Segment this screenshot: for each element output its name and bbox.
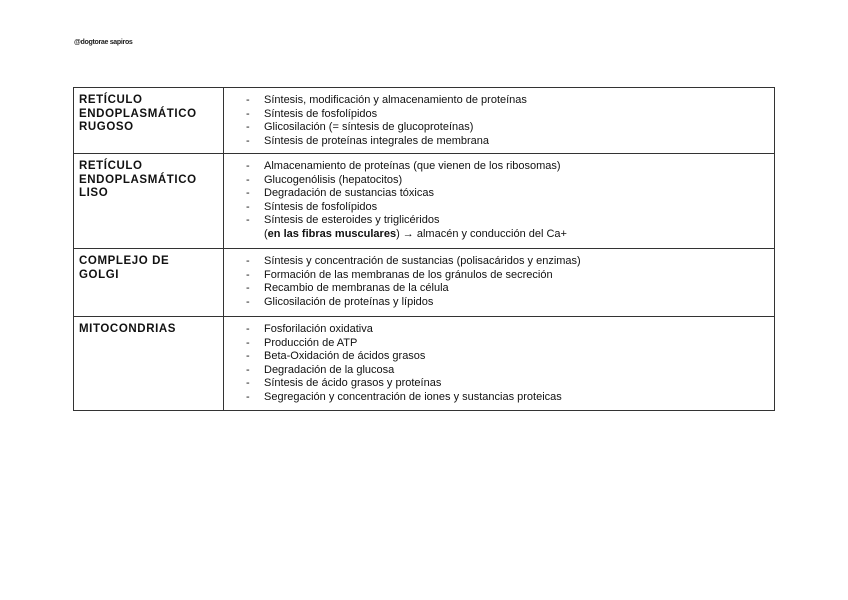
organelle-name	[74, 317, 224, 411]
list-item-text: Fosforilación oxidativa	[264, 323, 373, 335]
function-list	[224, 154, 775, 249]
list-item-text: Glicosilación de proteínas y lípidos	[264, 295, 434, 308]
list-item	[246, 201, 774, 215]
list-item	[246, 391, 774, 405]
organelle-name	[74, 249, 224, 317]
list-item-text: Degradación de la glucosa	[264, 363, 395, 376]
list-item	[246, 214, 774, 228]
list-item-continuation	[246, 228, 774, 242]
organelle-name-line: ENDOPLASMÁTICO	[79, 107, 197, 120]
organelle-name	[74, 154, 224, 249]
function-list	[224, 249, 775, 317]
organelle-name-line: COMPLEJO DE	[79, 255, 170, 267]
list-item	[246, 108, 774, 122]
list-item	[246, 121, 774, 135]
list-item-text: Producción de ATP	[264, 336, 358, 349]
dash-bullet: -	[246, 134, 250, 147]
dash-bullet: -	[246, 377, 250, 390]
list-item	[246, 296, 774, 310]
table-row	[74, 249, 775, 317]
list-item	[246, 282, 774, 296]
organelle-name-line: ENDOPLASMÁTICO	[79, 173, 197, 186]
list-item	[246, 350, 774, 364]
list-item-text: Síntesis de ácido grasos y proteínas	[264, 377, 442, 390]
dash-bullet: -	[246, 363, 250, 376]
table-row	[74, 154, 775, 249]
dash-bullet: -	[246, 295, 250, 308]
dash-bullet: -	[246, 200, 250, 213]
dash-bullet: -	[246, 323, 250, 335]
list-item	[246, 160, 774, 174]
list-item	[246, 364, 774, 378]
list-item	[246, 94, 774, 108]
list-item-text: Síntesis de proteínas integrales de membrana	[264, 134, 490, 147]
dash-bullet: -	[246, 173, 250, 186]
list-item-text: Síntesis, modificación y almacenamiento de proteínas	[264, 94, 527, 106]
table-row	[74, 317, 775, 411]
continuation-rest: ) → almacén y conducción del Ca+	[396, 227, 567, 240]
list-item-text: Recambio de membranas de la célula	[264, 282, 449, 295]
list-item-text: Segregación y concentración de iones y sustancias proteicas	[264, 390, 562, 403]
organelle-name-line: LISO	[79, 187, 109, 199]
list-item-text: Glucogenólisis (hepatocitos)	[264, 173, 403, 186]
organelle-name	[74, 88, 224, 154]
author-handle: @dogtorae sapiros	[74, 39, 133, 46]
list-item	[246, 377, 774, 391]
function-list	[224, 317, 775, 411]
function-list	[224, 88, 775, 154]
list-item	[246, 174, 774, 188]
dash-bullet: -	[246, 268, 250, 281]
continuation-bold: en las fibras musculares	[267, 227, 397, 240]
continuation-open: (	[264, 227, 268, 240]
list-item	[246, 135, 774, 149]
list-item	[246, 187, 774, 201]
list-item-text: Síntesis de esteroides y triglicéridos	[264, 214, 440, 227]
list-item-text: Síntesis y concentración de sustancias (polisacáridos y enzimas)	[264, 255, 581, 267]
list-item	[246, 323, 774, 337]
list-item	[246, 269, 774, 283]
organelle-name-line: RETÍCULO	[79, 160, 143, 172]
dash-bullet: -	[246, 282, 250, 295]
list-item-text: Síntesis de fosfolípidos	[264, 200, 378, 213]
list-item-text: Beta-Oxidación de ácidos grasos	[264, 350, 426, 363]
list-item-text: Degradación de sustancias tóxicas	[264, 187, 434, 200]
organelle-name-line: MITOCONDRIAS	[79, 323, 177, 335]
dash-bullet: -	[246, 107, 250, 120]
list-item-text: Formación de las membranas de los gránulos de secreción	[264, 268, 553, 281]
organelle-name-line: RUGOSO	[79, 121, 134, 133]
list-item	[246, 255, 774, 269]
dash-bullet: -	[246, 336, 250, 349]
dash-bullet: -	[246, 255, 250, 267]
dash-bullet: -	[246, 94, 250, 106]
dash-bullet: -	[246, 121, 250, 134]
dash-bullet: -	[246, 160, 250, 172]
list-item-text: Síntesis de fosfolípidos	[264, 107, 378, 120]
dash-bullet: -	[246, 187, 250, 200]
organelle-name-line: GOLGI	[79, 268, 120, 281]
dash-bullet: -	[246, 390, 250, 403]
table-row	[74, 88, 775, 154]
organelle-name-line: RETÍCULO	[79, 94, 143, 106]
list-item-text: Almacenamiento de proteínas (que vienen de los ribosomas)	[264, 160, 561, 172]
dash-bullet: -	[246, 350, 250, 363]
list-item	[246, 337, 774, 351]
list-item-text: Glicosilación (= síntesis de glucoproteínas)	[264, 121, 474, 134]
dash-bullet: -	[246, 214, 250, 227]
organelle-functions-table	[73, 87, 775, 411]
